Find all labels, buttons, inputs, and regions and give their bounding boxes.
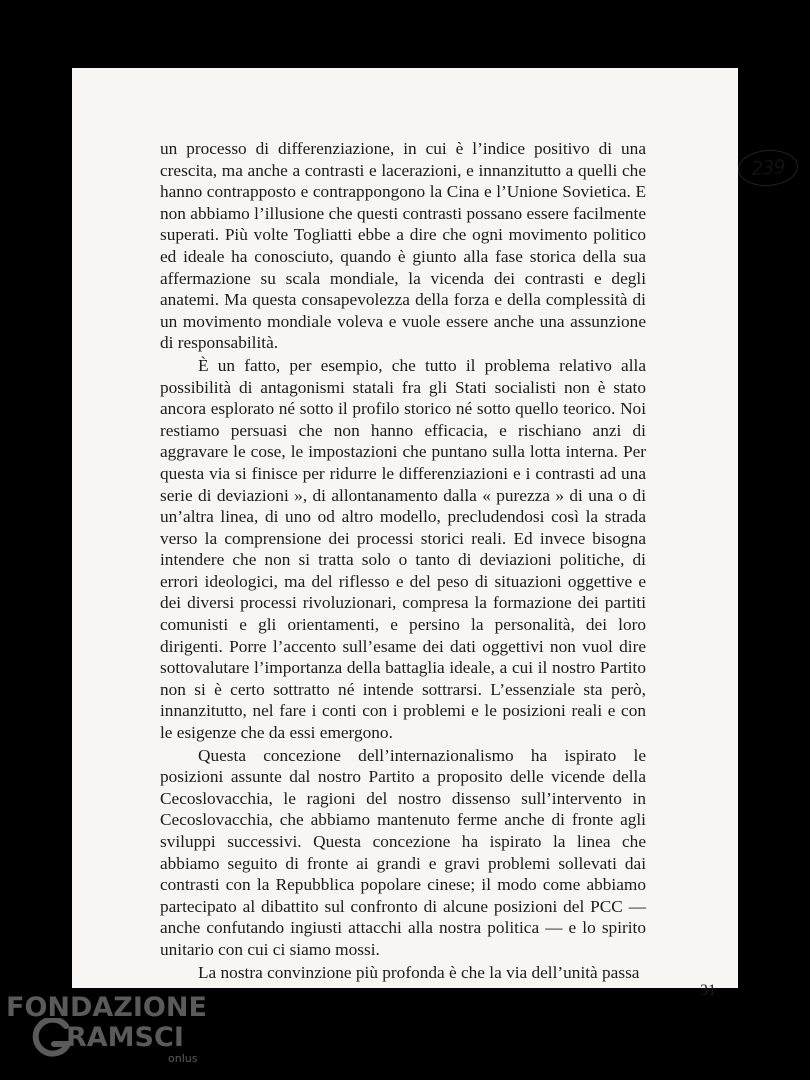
fondazione-gramsci-logo — [6, 988, 206, 1070]
logo-line-1: FONDAZIONE — [6, 992, 207, 1023]
paragraph-2: È un fatto, per esempio, che tutto il problema relativo alla possibilità di antagonismi statali fra gli Stati socialisti non è stato ancora esplorato né sotto il profilo storico né sotto quello teorico. Noi restiamo persuasi che non hanno efficacia, e rischiano anzi di aggravare le cose, le impostazioni che puntano sulla lotta interna. Per questa via si finisce per ridurre le differenziazioni e i contrasti ad una serie di deviazioni », di allontanamento dalla « purezza » di una o di un’altra linea, di uno od altro modello, precludendosi così la strada verso la comprensione dei processi storici reali. Ed invece bisogna intendere che non si tratta solo o tanto di deviazioni politiche, di errori ideologici, ma del riflesso e del peso di situazioni oggettive e dei diversi processi rivoluzionari, compresa la formazione dei partiti comunisti e gli orientamenti, e persino la personalità, dei loro dirigenti. Porre l’accento sull’esame dei dati oggettivi non vuol dire sottovalutare l’importanza della battaglia ideale, a cui il nostro Partito non si è certo sottratto né intende sottrarsi. L’essenziale sta però, innanzitutto, nel fare i conti con i problemi e le posizioni reali e con le esigenze che da essi emergono. — [160, 355, 646, 743]
body-text — [160, 138, 646, 984]
page-number: 31 — [700, 982, 716, 999]
paragraph-3: Questa concezione dell’internazionalismo ha ispirato le posizioni assunte dal nostro Partito a proposito delle vicende della Cecoslovacchia, le ragioni del nostro dissenso sull’intervento in Cecoslovacchia, che abbiamo mantenuto ferme anche di fronte agli sviluppi successivi. Questa concezione ha ispirato la linea che abbiamo seguito di fronte ai grandi e gravi problemi sollevati dai contrasti con la Repubblica popolare cinese; il modo come abbiamo partecipato al dibattito sul confronto di alcune posizioni del PCC — anche confutando ingiusti attacchi alla nostra politica — e lo spirito unitario con cui ci siamo mossi. — [160, 745, 646, 959]
logo-line-3: onlus — [168, 1052, 198, 1065]
paragraph-4: La nostra convinzione più profonda è che la via dell’unità passa — [198, 962, 640, 982]
handwritten-page-annotation: 239 — [737, 148, 799, 188]
paragraph-1: un processo di differenziazione, in cui è l’indice positivo di una crescita, ma anche a contrasti e lacerazioni, e innanzitutto a quelli che hanno contrapposto e contrappongono la Cina e l’Unione Sovietica. E non abbiamo l’illusione che questi contrasti possano essere facilmente superati. Più volte Togliatti ebbe a dire che ogni movimento politico ed ideale ha conosciuto, quando è giunto alla fase storica della sua affermazione su scala mondiale, la vicenda dei contrasti e degli anatemi. Ma questa consapevolezza della forza e della complessità di un movimento mondiale voleva e vuole essere anche una assunzione di responsabilità. — [160, 139, 646, 353]
logo-line-2: RAMSCI — [66, 1022, 184, 1053]
